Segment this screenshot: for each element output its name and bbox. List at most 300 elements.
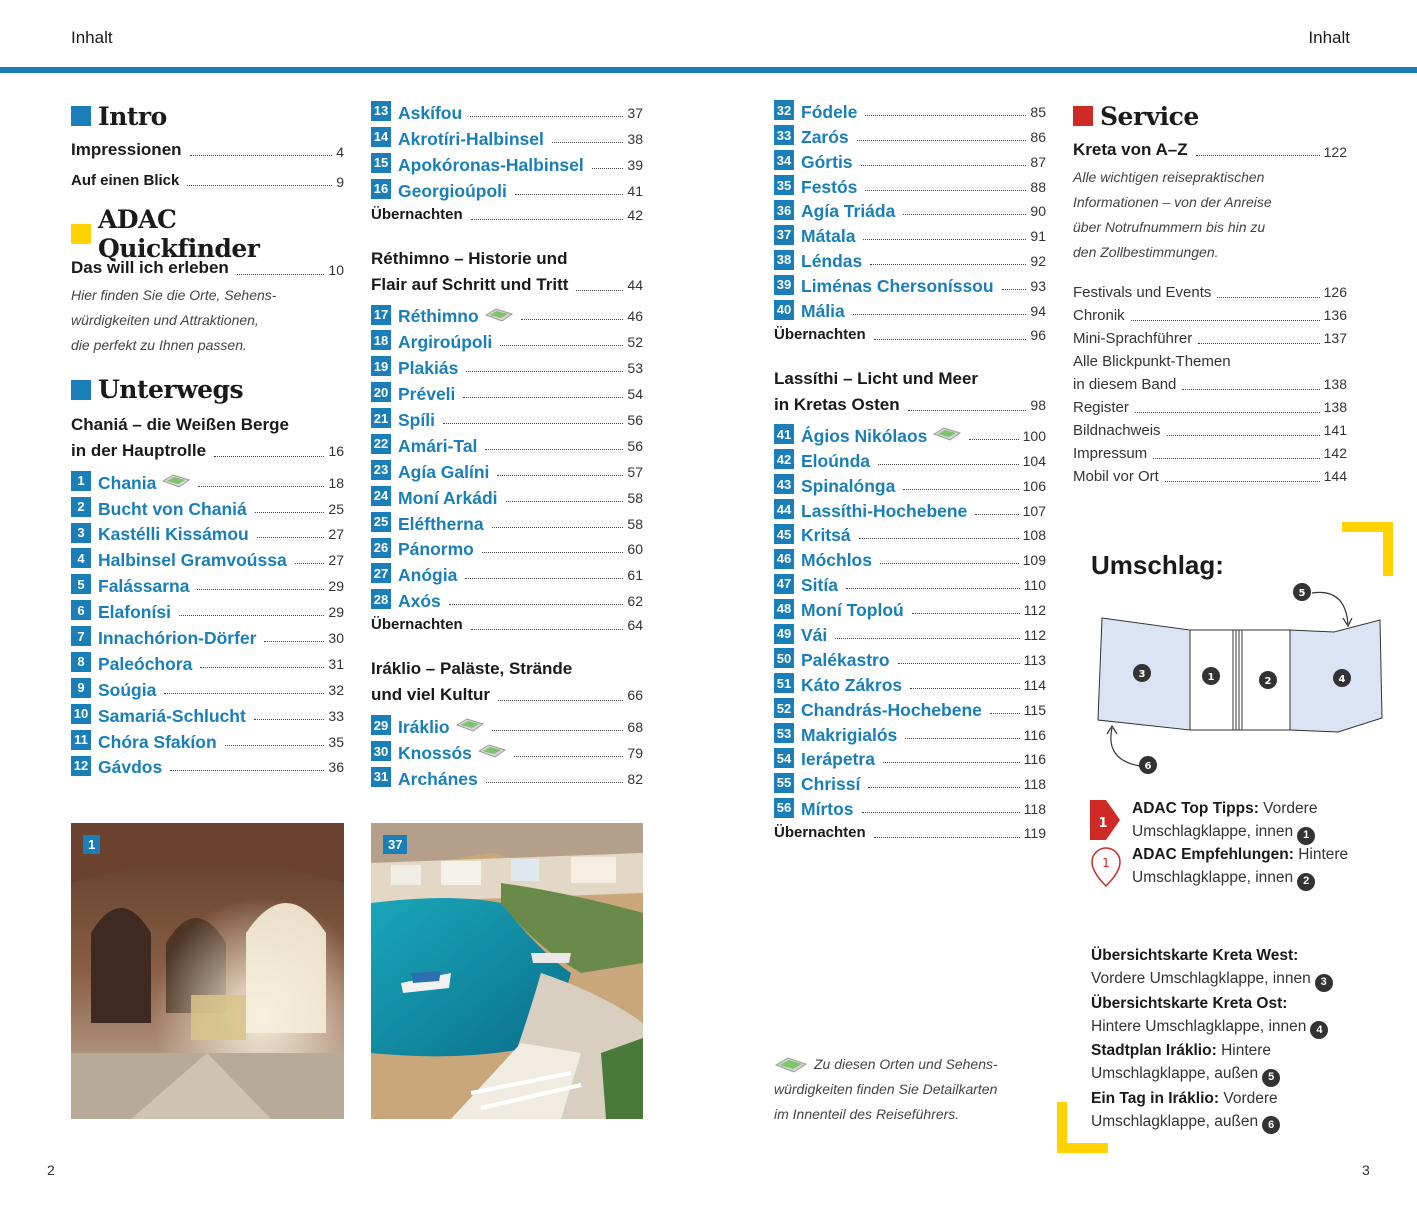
toc-entry[interactable] [774,98,1046,123]
entry-number: 53 [774,723,794,743]
toc-row[interactable] [371,206,643,224]
toc-entry[interactable] [371,302,643,328]
entry-page: 60 [627,541,643,558]
toc-entry[interactable] [774,198,1046,223]
entry-page: 90 [1030,203,1046,220]
toc-entry[interactable] [371,431,643,457]
entry-number: 16 [371,179,391,199]
dot-leader [1002,289,1027,290]
service-entry[interactable] [1073,350,1347,373]
entry-page: 115 [1023,701,1046,718]
dot-leader [463,397,623,398]
toc-entry[interactable] [371,327,643,353]
dot-leader [1131,320,1320,321]
service-entry-page: 136 [1323,307,1347,324]
entry-number: 21 [371,408,391,428]
diagram-num-3: 3 [1138,669,1146,680]
service-entry[interactable] [1073,442,1347,465]
entry-number: 17 [371,305,391,325]
unterwegs-square [71,380,91,400]
entry-number: 39 [774,275,794,295]
entry-page: 110 [1023,577,1046,594]
toc-page: 16 [328,442,344,459]
dot-leader [164,693,324,694]
legend-text: Vordere [1263,800,1318,817]
toc-entry[interactable] [371,560,643,586]
map-text: Umschlagklappe, außen [1091,1112,1259,1130]
entry-name: Ierápetra [801,749,875,770]
entry-page: 93 [1030,278,1046,295]
legend-empfehlungen [1132,843,1372,891]
empfehlungen-icon [1089,846,1123,888]
toc-entry[interactable] [774,770,1046,795]
entry-number: 2 [71,497,91,517]
entry-page: 92 [1030,253,1046,270]
dot-leader [492,730,624,731]
entry-number: 34 [774,150,794,170]
cover-map-entry[interactable] [1091,944,1371,967]
map-text: Hintere [1221,1042,1272,1059]
toc-entry[interactable] [774,447,1046,472]
entry-number: 32 [774,100,794,120]
toc-page: 119 [1023,825,1046,842]
entry-number: 56 [774,798,794,818]
toc-entry[interactable] [371,586,643,612]
toc-entry[interactable] [774,795,1046,820]
entry-page: 57 [627,463,643,480]
entry-page: 113 [1023,651,1046,668]
toc-page: 10 [328,261,344,278]
entry-name: Agía Triáda [801,201,896,222]
entry-page: 68 [627,719,643,736]
dot-leader [846,588,1020,589]
toc-entry[interactable] [774,546,1046,571]
entry-name: Gávdos [98,757,163,778]
dot-leader [865,115,1026,116]
entry-page: 94 [1030,303,1046,320]
lassithi-entries [774,422,1046,820]
entry-number: 54 [774,748,794,768]
service-entry-title: in diesem Band [1073,376,1177,394]
entry-name: Amári-Tal [398,435,478,456]
entry-page: 37 [627,104,643,121]
service-entry[interactable] [1073,465,1347,488]
map-label: Stadtplan Iráklio: [1091,1042,1217,1059]
toc-entry[interactable] [774,696,1046,721]
entry-page: 35 [328,733,344,750]
service-entry[interactable] [1073,373,1347,396]
dot-leader [1135,412,1320,413]
map-label: Übersichtskarte Kreta West: [1091,947,1299,964]
toc-entry[interactable] [774,621,1046,646]
entry-number: 30 [371,741,391,761]
empfehlungen-icon-num: 1 [1102,856,1110,870]
toc-page: 42 [627,206,643,223]
entry-number: 35 [774,175,794,195]
entry-page: 87 [1030,153,1046,170]
toc-entry[interactable] [71,494,344,520]
entry-name: Vái [801,625,828,646]
entry-name: Agía Galíni [398,461,490,482]
entry-number: 26 [371,538,391,558]
toc-title: Impressionen [71,140,182,159]
toc-row[interactable] [774,824,1046,842]
diagram-num-5: 5 [1298,588,1306,599]
cover-map-entry[interactable] [1091,1039,1371,1062]
entry-name: Apokóronas-Halbinsel [398,154,584,175]
footnote-first-line [774,1052,1064,1077]
entry-name: Moní Toploú [801,600,904,621]
toc-entry[interactable] [774,571,1046,596]
cover-map-location [1091,967,1371,992]
service-heading [1073,98,1347,134]
entry-name: Georgioúpoli [398,180,507,201]
entry-number: 41 [774,424,794,444]
entry-name: Réthimno [398,306,479,327]
service-entry[interactable] [1073,281,1347,304]
region-title: Iráklio – Paläste, Strände [371,659,573,679]
dot-leader [975,514,1018,515]
service-entry-title: Register [1073,399,1129,417]
entry-page: 108 [1022,527,1046,544]
dot-leader [870,264,1026,265]
map-num-badge: 6 [1262,1116,1280,1134]
toc-entry[interactable] [774,596,1046,621]
diagram-num-2: 2 [1264,676,1272,687]
toc-entry[interactable] [71,753,344,779]
entry-page: 38 [627,130,643,147]
toc-entry[interactable] [71,701,344,727]
dot-leader [1198,343,1319,344]
header-right: Inhalt [1308,28,1350,47]
intro-heading-label: Intro [98,101,167,131]
region-title: Réthimno – Historie und [371,248,568,268]
entry-page: 107 [1022,502,1046,519]
entry-name: Spinalónga [801,475,896,496]
service-heading-label: Service [1100,101,1199,131]
entry-name: Eloúnda [801,450,871,471]
region-title-row[interactable] [774,392,1046,418]
service-entry[interactable] [1073,327,1347,350]
service-entry[interactable] [1073,396,1347,419]
toc-entry[interactable] [774,721,1046,746]
legend-label: ADAC Top Tipps: [1132,800,1259,817]
entry-page: 46 [627,308,643,325]
entry-page: 29 [328,578,344,595]
map-num-badge: 4 [1310,1021,1328,1039]
detail-map-icon [485,306,513,324]
dot-leader [255,512,325,513]
dot-leader [443,423,623,424]
toc-row[interactable] [71,140,344,160]
entry-page: 54 [627,386,643,403]
entry-page: 31 [328,655,344,672]
toc-entry[interactable] [371,535,643,561]
map-label: Ein Tag in Iráklio: [1091,1089,1220,1107]
toc-entry[interactable] [371,98,643,124]
entry-page: 82 [627,770,643,787]
toc-row[interactable] [774,326,1046,344]
toc-entry[interactable] [774,522,1046,547]
detail-map-icon [162,472,190,490]
entry-name: Chandrás-Hochebene [801,699,982,720]
toc-row[interactable] [371,616,643,634]
toc-page: 98 [1030,397,1046,414]
entry-page: 114 [1023,676,1046,693]
toc-title: Übernachten [371,616,463,634]
dot-leader [470,116,623,117]
entry-number: 10 [71,704,91,724]
service-entry-title: Bildnachweis [1073,422,1161,440]
toc-entry[interactable] [774,247,1046,272]
dot-leader [592,168,624,169]
entry-page: 32 [328,681,344,698]
toc-entry[interactable] [71,520,344,546]
entry-name: Falássarna [98,576,190,597]
entry-number: 18 [371,330,391,350]
entry-name: Elafonísi [98,602,171,623]
dot-leader [1182,389,1319,390]
dot-leader [1165,481,1320,482]
toc-entry[interactable] [774,123,1046,148]
entry-name: Samariá-Schlucht [98,705,246,726]
toc-entry[interactable] [371,379,643,405]
region-title-row[interactable] [371,682,643,708]
region-title-line2: in Kretas Osten [774,395,900,415]
entry-number: 6 [71,600,91,620]
toc-page: 96 [1030,327,1046,344]
legend-label: ADAC Empfehlungen: [1132,846,1294,863]
entry-page: 52 [627,334,643,351]
dot-leader [482,552,624,553]
entry-number: 36 [774,200,794,220]
entry-number: 47 [774,574,794,594]
dot-leader [198,486,324,487]
entry-page: 41 [627,182,643,199]
entry-number: 33 [774,125,794,145]
entry-page: 30 [328,630,344,647]
entry-number: 14 [371,127,391,147]
dot-leader [197,589,324,590]
entry-page: 116 [1023,726,1046,743]
dot-leader [200,667,324,668]
photo-badge: 37 [383,835,407,854]
toc-entry[interactable] [371,509,643,535]
entry-name: Bucht von Chaniá [98,498,247,519]
entry-number: 49 [774,624,794,644]
dot-leader [497,475,623,476]
toc-entry[interactable] [71,675,344,701]
toc-entry[interactable] [71,545,344,571]
map-num-badge: 5 [1262,1069,1280,1087]
toc-entry[interactable] [774,646,1046,671]
intro-square [71,106,91,126]
entry-number: 46 [774,549,794,569]
cover-map-entry[interactable] [1091,992,1371,1015]
legend-text: Umschlagklappe, innen [1132,823,1294,840]
service-note [1073,165,1347,265]
entry-page: 112 [1023,627,1046,644]
dot-leader [969,439,1018,440]
toc-entry[interactable] [371,764,643,790]
cover-maps-list [1091,944,1371,1134]
entry-number: 45 [774,524,794,544]
entry-page: 118 [1023,801,1046,818]
entry-page: 86 [1030,128,1046,145]
toc-entry[interactable] [371,150,643,176]
cover-map-location [1091,1015,1371,1040]
page-number-left: 2 [47,1162,55,1178]
entry-name: Liménas Chersoníssou [801,276,994,297]
dot-leader [903,489,1018,490]
dot-leader [905,738,1019,739]
iraklio-entries [371,712,643,790]
entry-name: Léndas [801,251,863,272]
entry-name: Fódele [801,101,858,122]
note-line: den Zollbestimmungen. [1073,244,1219,261]
entry-name: Mírtos [801,799,854,820]
region-title-line2: Flair auf Schritt und Tritt [371,274,569,294]
toc-entry[interactable] [774,297,1046,322]
region-title: Chaniá – die Weißen Berge [71,414,289,434]
toc-entry[interactable] [774,671,1046,696]
toc-entry[interactable] [371,124,643,150]
entry-number: 52 [774,698,794,718]
toc-entry[interactable] [774,472,1046,497]
toc-entry[interactable] [774,497,1046,522]
entry-name: Préveli [398,384,456,405]
toc-page: 64 [627,617,643,634]
top-tipps-icon [1090,800,1124,840]
dot-leader [225,745,325,746]
toc-title: Übernachten [774,326,866,344]
entry-number: 40 [774,300,794,320]
region-title-row[interactable] [371,272,643,298]
entry-name: Halbinsel Gramvoússa [98,550,287,571]
entry-page: 91 [1030,228,1046,245]
entry-name: Paleóchora [98,653,193,674]
entry-name: Akrotíri-Halbinsel [398,128,544,149]
entry-number: 3 [71,523,91,543]
service-entry[interactable] [1073,419,1347,442]
entry-page: 100 [1022,427,1046,444]
toc-entry[interactable] [371,405,643,431]
entry-number: 4 [71,548,91,568]
dot-leader [910,688,1020,689]
entry-number: 27 [371,563,391,583]
toc-entry[interactable] [774,272,1046,297]
toc-entry[interactable] [774,222,1046,247]
entry-number: 15 [371,153,391,173]
dot-leader [859,538,1019,539]
entry-number: 50 [774,648,794,668]
service-entry-title: Mini-Sprachführer [1073,330,1193,348]
entry-page: 53 [627,360,643,377]
toc-entry[interactable] [371,353,643,379]
entry-name: Zarós [801,126,849,147]
footnote-line: im Innenteil des Reiseführers. [774,1106,960,1122]
dot-leader [1153,458,1319,459]
entry-name: Axós [398,591,441,612]
entry-number: 20 [371,382,391,402]
dot-leader [883,762,1020,763]
dot-leader [500,345,623,346]
entry-page: 112 [1023,602,1046,619]
diagram-num-4: 4 [1338,674,1346,685]
toc-entry[interactable] [774,746,1046,771]
entry-name: Iráklio [398,717,450,738]
toc-entry[interactable] [71,727,344,753]
entry-page: 106 [1022,477,1046,494]
legend-num-badge: 1 [1297,827,1315,845]
toc-entry[interactable] [371,176,643,202]
entry-name: Knossós [398,743,472,764]
toc-entry[interactable] [71,597,344,623]
entry-name: Moní Arkádi [398,487,498,508]
cover-map-location [1091,1062,1371,1087]
toc-row[interactable] [1073,140,1347,160]
toc-entry[interactable] [371,483,643,509]
cover-map-entry[interactable] [1091,1087,1371,1110]
quickfinder-heading [71,205,344,264]
region-title-row[interactable] [71,438,344,464]
dot-leader [449,604,624,605]
service-entry-title: Impressum [1073,445,1148,463]
note-line: Alle wichtigen reisepraktischen [1073,169,1265,186]
toc-entry[interactable] [71,623,344,649]
toc-entry[interactable] [774,148,1046,173]
dot-leader [179,615,324,616]
toc-entry[interactable] [774,173,1046,198]
toc-page: 9 [336,173,344,190]
toc-title: Übernachten [774,824,866,842]
dot-leader [521,319,624,320]
map-num-badge: 3 [1315,974,1333,992]
cover-title: Umschlag: [1091,550,1224,580]
top-tipps-icon-num: 1 [1098,816,1108,831]
dot-leader [506,501,624,502]
toc-entry[interactable] [71,649,344,675]
entry-page: 27 [328,526,344,543]
service-entry-page: 141 [1323,422,1347,439]
entry-number: 11 [71,730,91,750]
dot-leader [170,770,324,771]
entry-page: 61 [627,567,643,584]
note-line: Informationen – von der Anreise [1073,194,1272,211]
legend-num-badge: 2 [1297,873,1315,891]
toc-entry[interactable] [371,457,643,483]
dot-leader [990,713,1020,714]
entry-number: 7 [71,626,91,646]
toc-entry[interactable] [71,571,344,597]
entry-page: 27 [328,552,344,569]
toc-entry[interactable] [371,738,643,764]
entry-name: Chrissí [801,774,861,795]
dot-leader [861,165,1027,166]
entry-page: 109 [1022,552,1046,569]
service-entry[interactable] [1073,304,1347,327]
entry-name: Palékastro [801,649,890,670]
toc-row[interactable] [71,172,344,190]
toc-entry[interactable] [774,422,1046,447]
dot-leader [878,464,1019,465]
toc-entry[interactable] [371,712,643,738]
intro-heading [71,98,344,134]
detail-map-icon [456,716,484,734]
service-entry-page: 138 [1323,376,1347,393]
entry-page: 56 [627,412,643,429]
toc-entry[interactable] [71,468,344,494]
